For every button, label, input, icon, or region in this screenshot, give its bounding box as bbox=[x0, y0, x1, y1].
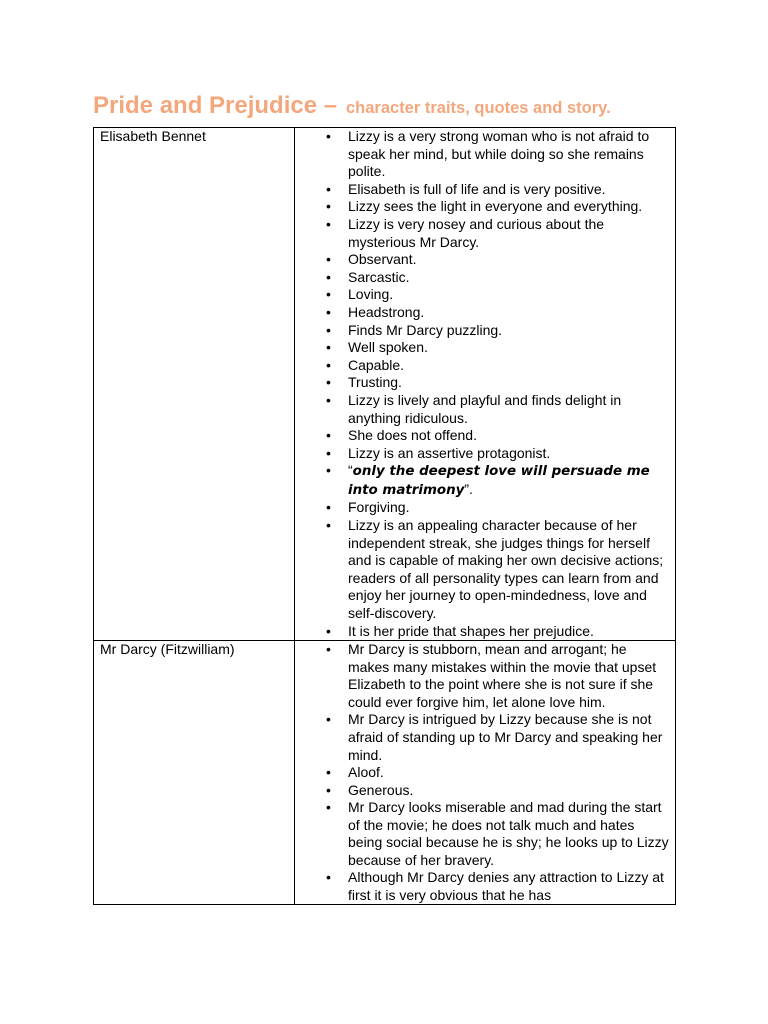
list-item: • Lizzy sees the light in everyone and everything. bbox=[326, 198, 643, 215]
quote-close-mark: ”. bbox=[464, 480, 473, 497]
list-item: • Lizzy is an appealing character because of her independent streak, she judges things for herself and is capable of making her own decisive actions; readers of all personality types can learn from and enjoy her journey to open-mindedness, love and self-discovery. bbox=[326, 517, 664, 622]
bullet-dot-icon: • bbox=[326, 799, 331, 816]
list-item: • Headstrong. bbox=[326, 303, 425, 320]
list-item: • Mr Darcy is intrigued by Lizzy because she is not afraid of standing up to Mr Darcy and speaking her mind. bbox=[326, 711, 663, 763]
list-item: • Elisabeth is full of life and is very positive. bbox=[326, 180, 606, 197]
page-title-main: Pride and Prejudice – bbox=[93, 92, 338, 119]
character-name: Mr Darcy (Fitzwilliam) bbox=[100, 641, 235, 658]
bullet-dot-icon: • bbox=[326, 374, 331, 391]
list-item: • Mr Darcy looks miserable and mad during the start of the movie; he does not talk much and hates being social because he is shy; he looks up to Lizzy because of her bravery. bbox=[326, 799, 669, 868]
bullet-dot-icon: • bbox=[326, 622, 331, 639]
trait-list bbox=[295, 128, 675, 640]
list-item: • Lizzy is a very strong woman who is not afraid to speak her mind, but while doing so she remains polite. bbox=[326, 128, 650, 180]
bullet-dot-icon: • bbox=[326, 427, 331, 444]
character-traits-cell bbox=[295, 128, 676, 641]
bullet-dot-icon: • bbox=[326, 499, 331, 516]
bullet-dot-icon: • bbox=[326, 462, 331, 479]
bullet-dot-icon: • bbox=[326, 215, 331, 232]
character-name: Elisabeth Bennet bbox=[100, 128, 206, 144]
quote-text: only the deepest love will persuade me into matrimony bbox=[348, 464, 650, 498]
list-item: • Sarcastic. bbox=[326, 268, 410, 285]
list-item: • She does not offend. bbox=[326, 427, 477, 444]
trait-list bbox=[295, 641, 675, 904]
list-item: • Lizzy is an assertive protagonist. bbox=[326, 444, 551, 461]
bullet-dot-icon: • bbox=[326, 198, 331, 215]
quote-open-mark: “ bbox=[348, 462, 353, 479]
character-traits-cell bbox=[295, 641, 676, 905]
bullet-dot-icon: • bbox=[326, 781, 331, 798]
character-name-cell bbox=[94, 128, 295, 641]
character-table bbox=[93, 127, 676, 905]
character-row-elisabeth bbox=[94, 128, 676, 641]
bullet-dot-icon: • bbox=[326, 180, 331, 197]
list-item: • Capable. bbox=[326, 356, 405, 373]
bullet-dot-icon: • bbox=[326, 339, 331, 356]
bullet-dot-icon: • bbox=[326, 286, 331, 303]
bullet-dot-icon: • bbox=[326, 391, 331, 408]
list-item: • Generous. bbox=[326, 781, 414, 798]
bullet-dot-icon: • bbox=[326, 869, 331, 886]
list-item: • Forgiving. bbox=[326, 499, 410, 516]
bullet-dot-icon: • bbox=[326, 444, 331, 461]
bullet-dot-icon: • bbox=[326, 303, 331, 320]
character-name-cell bbox=[94, 641, 295, 905]
bullet-dot-icon: • bbox=[326, 517, 331, 534]
bullet-dot-icon: • bbox=[326, 128, 331, 144]
character-row-darcy bbox=[94, 641, 676, 905]
list-item: • Although Mr Darcy denies any attraction to Lizzy at first it is very obvious that he has bbox=[326, 869, 664, 903]
page-title-subtitle: character traits, quotes and story. bbox=[345, 99, 611, 117]
list-item: • Lizzy is very nosey and curious about the mysterious Mr Darcy. bbox=[326, 215, 605, 250]
list-item: • Trusting. bbox=[326, 374, 402, 391]
list-item: • Loving. bbox=[326, 286, 394, 303]
list-item: • Aloof. bbox=[326, 764, 384, 781]
list-item: • Well spoken. bbox=[326, 339, 428, 356]
bullet-dot-icon: • bbox=[326, 268, 331, 285]
bullet-dot-icon: • bbox=[326, 321, 331, 338]
quote-list-item bbox=[295, 462, 669, 499]
bullet-dot-icon: • bbox=[326, 251, 331, 268]
bullet-dot-icon: • bbox=[326, 764, 331, 781]
list-item: • Lizzy is lively and playful and finds delight in anything ridiculous. bbox=[326, 391, 622, 426]
list-item: • Mr Darcy is stubborn, mean and arrogant; he makes many mistakes within the movie that upset Elizabeth to the point where she is not sure if she could ever forgive him, let alone love him. bbox=[326, 641, 657, 710]
bullet-dot-icon: • bbox=[326, 641, 331, 658]
list-item: • It is her pride that shapes her prejudice. bbox=[326, 622, 594, 639]
page-title bbox=[93, 88, 611, 122]
bullet-dot-icon: • bbox=[326, 356, 331, 373]
list-item: • Finds Mr Darcy puzzling. bbox=[326, 321, 503, 338]
list-item: • Observant. bbox=[326, 251, 417, 268]
bullet-dot-icon: • bbox=[326, 711, 331, 728]
